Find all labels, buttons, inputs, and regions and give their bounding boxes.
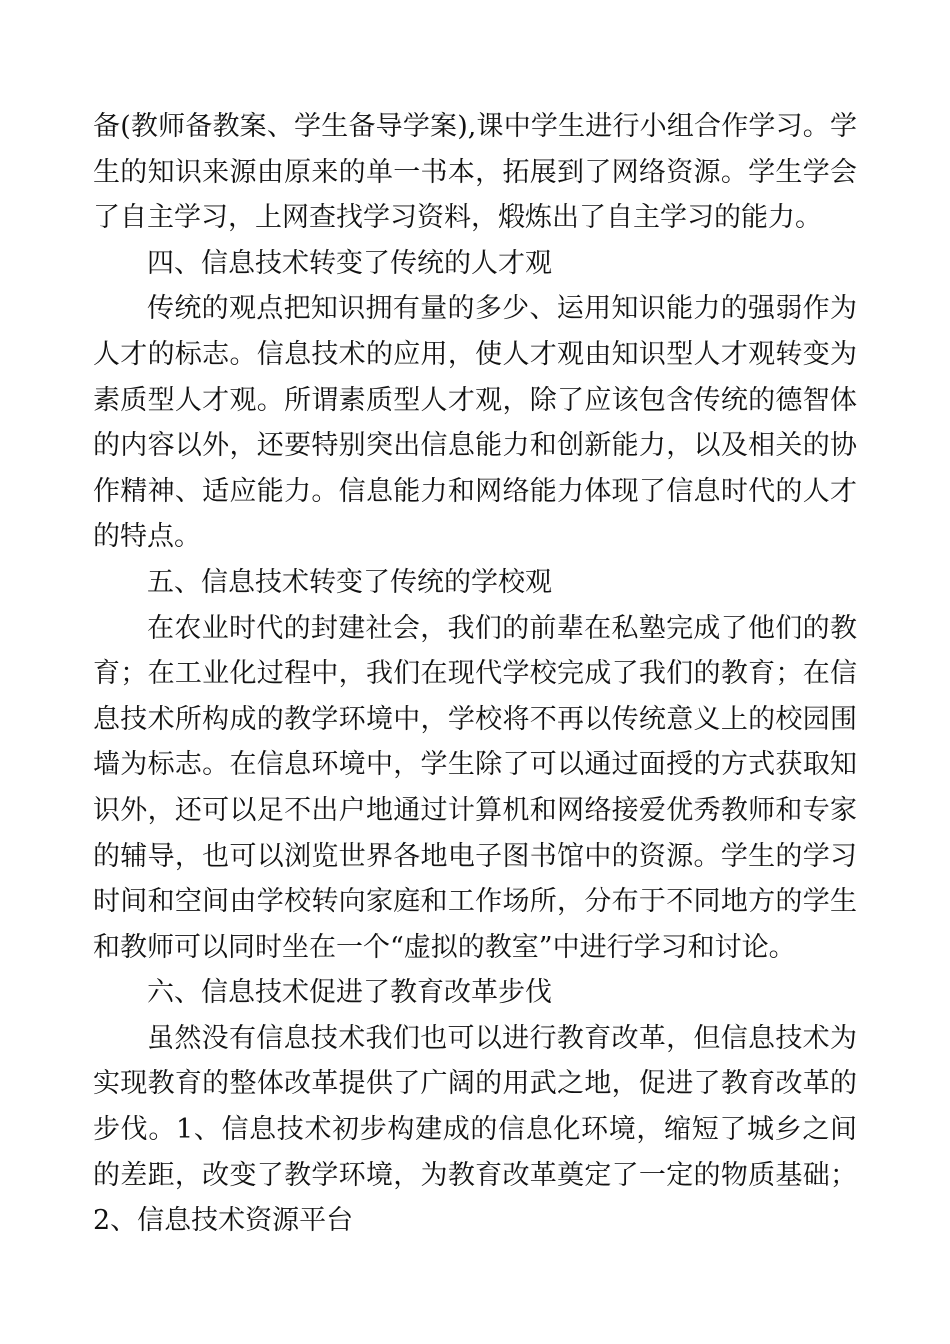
section-heading-6: 六、信息技术促进了教育改革步伐 (147, 977, 552, 1009)
paragraph-school-view: 在农业时代的封建社会，我们的前辈在私塾完成了他们的教育；在工业化过程中，我们在现代学校完成了我们的教育；在信息技术所构成的教学环境中，学校将不再以传统意义上的校园围墙为标志。在信息环境中，学生除了可以通过面授的方式获取知识外，还可以足不出户地通过计算机和网络接爱优秀教师和专家的辅导，也可以浏览世界各地电子图书馆中的资源。学生的学习时间和空间由学校转向家庭和工作场所，分布于不同地方的学生和教师可以同时坐在一个“虚拟的教室”中进行学习和讨论。 (93, 612, 857, 963)
document-page (93, 104, 857, 1244)
paragraph-education-reform: 虽然没有信息技术我们也可以进行教育改革，但信息技术为实现教育的整体改革提供了广阔的用武之地，促进了教育改革的步伐。1、信息技术初步构建成的信息化环境，缩短了城乡之间的差距，改变了教学环境，为教育改革奠定了一定的物质基础；2、信息技术资源平台 (93, 1022, 857, 1237)
paragraph-continuation: 备(教师备教案、学生备导学案),课中学生进行小组合作学习。学生的知识来源由原来的单一书本，拓展到了网络资源。学生学会了自主学习，上网查找学习资料，煅炼出了自主学习的能力。 (93, 111, 857, 234)
paragraph-talent-view: 传统的观点把知识拥有量的多少、运用知识能力的强弱作为人才的标志。信息技术的应用，使人才观由知识型人才观转变为素质型人才观。所谓素质型人才观，除了应该包含传统的德智体的内容以外，还要特别突出信息能力和创新能力，以及相关的协作精神、适应能力。信息能力和网络能力体现了信息时代的人才的特点。 (93, 293, 857, 553)
section-heading-4: 四、信息技术转变了传统的人才观 (147, 247, 552, 279)
section-heading-5: 五、信息技术转变了传统的学校观 (147, 566, 552, 598)
